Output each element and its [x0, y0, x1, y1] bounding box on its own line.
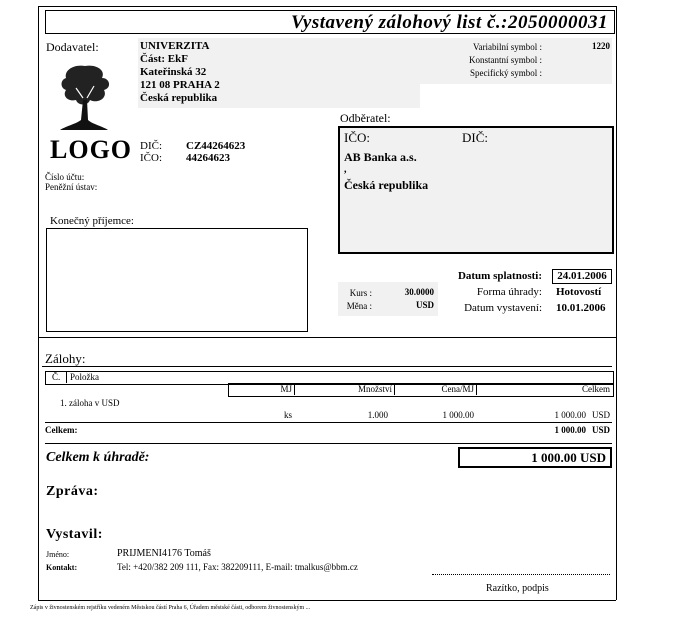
issue-date-label: Datum vystavení: — [464, 302, 542, 314]
customer-dic-label: DIČ: — [462, 130, 488, 145]
customer-name: AB Banka a.s. — [344, 150, 417, 164]
supplier-street: Kateřinská 32 — [140, 66, 207, 78]
variable-symbol-value: 1220 — [592, 41, 610, 51]
message-label: Zpráva: — [46, 484, 99, 499]
title-bar — [45, 10, 615, 34]
tree-logo-icon — [56, 58, 114, 134]
variable-symbol-label: Variabilní symbol : — [473, 42, 542, 52]
payment-method-value: Hotovostí — [556, 286, 602, 298]
to-pay-value: 1 000.00 USD — [458, 447, 612, 468]
final-recipient-label: Konečný příjemce: — [50, 215, 134, 227]
final-recipient-box — [46, 228, 308, 332]
dic-value: CZ44264623 — [186, 140, 246, 152]
bank-label: Peněžní ústav: — [45, 182, 98, 192]
due-date-value: 24.01.2006 — [552, 269, 612, 284]
divider-upper — [38, 337, 616, 338]
issuer-name-value: PRIJMENI4176 Tomáš — [117, 548, 211, 559]
supplier-city: 121 08 PRAHA 2 — [140, 79, 220, 91]
document-title: Vystavený zálohový list č.:2050000031 — [291, 12, 608, 33]
sum-label: Celkem: — [45, 425, 78, 435]
advance-total: 1 000.00 — [554, 410, 586, 420]
advance-qty: 1.000 — [367, 410, 388, 420]
advance-unit: ks — [283, 410, 292, 420]
page-frame-top — [38, 6, 616, 7]
due-date-label: Datum splatnosti: — [457, 270, 542, 282]
payment-method-label: Forma úhrady: — [476, 286, 542, 298]
col-price-header: Cena/MJ — [441, 384, 474, 394]
customer-country: Česká republika — [344, 178, 429, 192]
rate-value: 30.0000 — [404, 287, 434, 297]
page-frame-left — [38, 6, 39, 600]
specific-symbol-label: Specifický symbol : — [470, 68, 542, 78]
issuer-name-label: Jméno: — [46, 550, 70, 559]
advances-heading: Zálohy: — [45, 351, 86, 366]
col-unit-header: MJ — [280, 384, 292, 394]
col-no-divider — [66, 371, 67, 383]
col-total-header: Celkem — [582, 384, 610, 394]
to-pay-rule — [45, 443, 612, 444]
issue-date-value: 10.01.2006 — [556, 302, 606, 314]
col-qty-header: Množství — [357, 384, 392, 394]
logo-text: LOGO — [50, 135, 133, 164]
advances-top-rule — [42, 366, 612, 367]
page-frame-right — [616, 6, 617, 600]
rate-label: Kurs : — [349, 288, 372, 298]
issuer-label: Vystavil: — [46, 527, 103, 542]
ico-label: IČO: — [140, 152, 162, 164]
to-pay-label: Celkem k úhradě: — [46, 450, 150, 465]
footer-note: Zápis v živnostenském rejstříku vedeném Městskou částí Praha 6, Úřadem městské části, odborem živnostenským ... — [30, 605, 311, 611]
supplier-label: Dodavatel: — [46, 40, 99, 54]
customer-ico-label: IČO: — [344, 130, 370, 145]
supplier-country: Česká republika — [140, 92, 218, 104]
dic-label: DIČ: — [140, 140, 162, 152]
stamp-label: Razítko, podpis — [486, 583, 549, 594]
advance-currency: USD — [592, 410, 611, 420]
account-label: Číslo účtu: — [45, 172, 85, 182]
currency-value: USD — [415, 300, 434, 310]
supplier-part: Část: EkF — [140, 53, 188, 65]
customer-box — [338, 126, 614, 254]
currency-label: Měna : — [346, 301, 372, 311]
advance-price: 1 000.00 — [442, 410, 474, 420]
col-item-header: Položka — [70, 372, 99, 382]
ico-value: 44264623 — [186, 152, 230, 164]
stamp-dotted-line — [432, 574, 610, 575]
constant-symbol-label: Konstantní symbol : — [468, 55, 542, 65]
issuer-contact-value: Tel: +420/382 209 111, Fax: 382209111, E-mail: tmalkus@bbm.cz — [117, 562, 358, 572]
customer-dot: , — [344, 164, 347, 175]
advance-item: 1. záloha v USD — [60, 398, 120, 408]
supplier-name: UNIVERZITA — [140, 40, 210, 52]
sum-rule — [45, 422, 612, 423]
sum-value: 1 000.00 — [554, 425, 586, 435]
issuer-contact-label: Kontakt: — [46, 563, 78, 572]
customer-label: Odběratel: — [340, 111, 391, 125]
page-frame-bottom — [38, 600, 616, 601]
col-no-header: Č. — [52, 372, 61, 382]
sum-currency: USD — [592, 425, 611, 435]
